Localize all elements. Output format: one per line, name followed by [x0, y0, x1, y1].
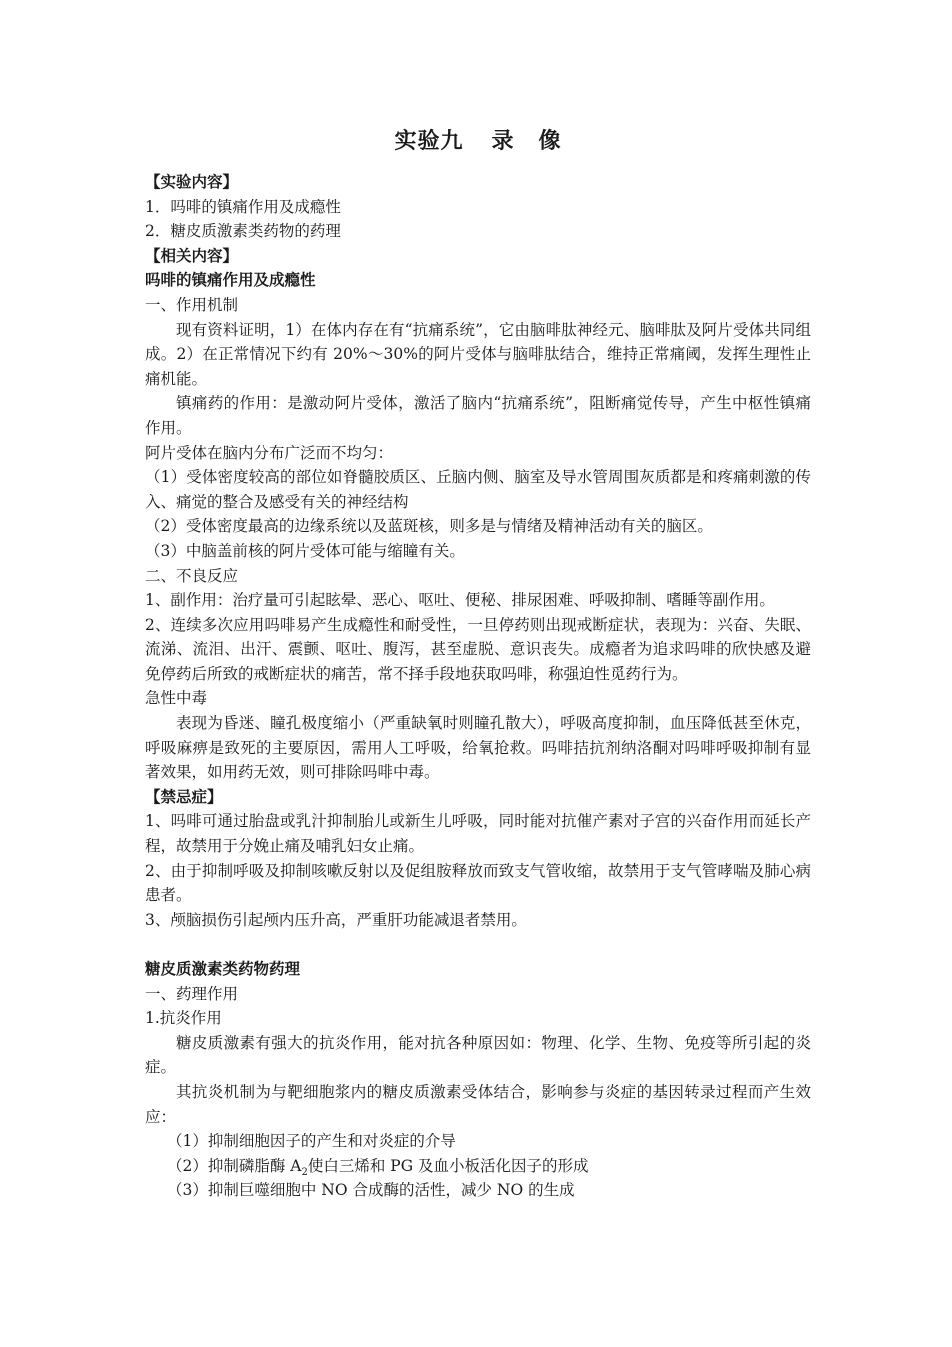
effect-item-1: （1）抑制细胞因子的产生和对炎症的介导 [167, 1132, 456, 1151]
page-title [145, 126, 811, 156]
adverse-item-2: 2、连续多次应用吗啡易产生成瘾性和耐受性，一旦停药则出现戒断症状，表现为：兴奋、失眠、流涕、流泪、出汗、震颤、呕吐、腹泻，甚至虚脱、意识丧失。成瘾者为追求吗啡的欣快感及避免停药后所致的戒断症状的痛苦，常不择手段地获取吗啡，称强迫性觅药行为。 [145, 615, 811, 683]
section-heading-related: 【相关内容】 [145, 245, 239, 265]
title-part2: 像 [538, 128, 562, 154]
contra-item-1: 1、吗啡可通过胎盘或乳汁抑制胎儿或新生儿呼吸，同时能对抗催产素对子宫的兴奋作用而延长产程，故禁用于分娩止痛及哺乳妇女止痛。 [145, 812, 811, 856]
section-heading-content: 【实验内容】 [145, 172, 239, 191]
gc-paragraph-1: 糖皮质激素有强大的抗炎作用，能对抗各种原因如：物理、化学、生物、免疫等所引起的炎症。 [145, 1033, 811, 1077]
receptor-item-1: （1）受体密度较高的部位如脊髓胶质区、丘脑内侧、脑室及导水管周围灰质都是和疼痛刺激的传入、痛觉的整合及感受有关的神经结构 [145, 468, 811, 511]
mechanism-paragraph-1: 现有资料证明，1）在体内存在有“抗痛系统”，它由脑啡肽神经元、脑啡肽及阿片受体共同组成。2）在正常情况下约有 20%～30%的阿片受体与脑啡肽结合，维持正常痛阈，发挥生理性止痛机能。 [145, 320, 811, 388]
receptor-intro: 阿片受体在脑内分布广泛而不均匀： [145, 443, 394, 462]
adverse-heading: 二、不良反应 [145, 566, 239, 585]
document-page [145, 126, 811, 1203]
contra-item-3: 3、颅脑损伤引起颅内压升高，严重肝功能减退者禁用。 [145, 910, 527, 929]
mechanism-heading: 一、作用机制 [145, 295, 239, 314]
effect-item-3: （3）抑制巨噬细胞中 NO 合成酶的活性，减少 NO 的生成 [167, 1181, 575, 1200]
anti-inflammatory-heading: 1.抗炎作用 [145, 1009, 222, 1028]
acute-heading: 急性中毒 [145, 689, 208, 708]
mechanism-paragraph-2: 镇痛药的作用：是激动阿片受体，激活了脑内“抗痛系统”，阻断痛觉传导，产生中枢性镇痛作用。 [145, 394, 811, 437]
adverse-item-1: 1、副作用：治疗量可引起眩晕、恶心、呕吐、便秘、排尿困难、呼吸抑制、嗜睡等副作用。 [145, 591, 775, 610]
effect-item-2-subscript: 2 [301, 1166, 308, 1178]
title-part1: 录 [491, 128, 515, 154]
acute-paragraph: 表现为昏迷、瞳孔极度缩小（严重缺氧时则瞳孔散大），呼吸高度抑制，血压降低甚至休克，呼吸麻痹是致死的主要原因，需用人工呼吸，给氧抢救。吗啡拮抗剂纳洛酮对吗啡呼吸抑制有显著效果，如用药无效，则可排除吗啡中毒。 [145, 714, 811, 782]
pharm-heading: 一、药理作用 [145, 984, 239, 1003]
effect-item-2 [145, 1154, 811, 1179]
morphine-heading: 吗啡的镇痛作用及成瘾性 [145, 270, 316, 290]
effect-item-2-post: 使白三烯和 PG 及血小板活化因子的形成 [307, 1156, 589, 1175]
contra-heading: 【禁忌症】 [145, 786, 223, 806]
gc-heading: 糖皮质激素类药物药理 [145, 959, 301, 978]
title-main: 实验九 [394, 128, 464, 154]
spacer [145, 932, 811, 957]
content-item-1: 1．吗啡的镇痛作用及成瘾性 [145, 197, 341, 216]
contra-item-2: 2、由于抑制呼吸及抑制咳嗽反射以及促组胺释放而致支气管收缩，故禁用于支气管哮喘及肺心病患者。 [145, 861, 811, 905]
receptor-item-2: （2）受体密度最高的边缘系统以及蓝斑核，则多是与情绪及精神活动有关的脑区。 [145, 517, 713, 536]
receptor-item-3: （3）中脑盖前核的阿片受体可能与缩瞳有关。 [145, 541, 465, 560]
effect-item-2-pre: （2）抑制磷脂酶 A [167, 1156, 302, 1175]
gc-paragraph-2: 其抗炎机制为与靶细胞浆内的糖皮质激素受体结合，影响参与炎症的基因转录过程而产生效应： [145, 1082, 811, 1126]
content-item-2: 2．糖皮质激素类药物的药理 [145, 222, 341, 241]
